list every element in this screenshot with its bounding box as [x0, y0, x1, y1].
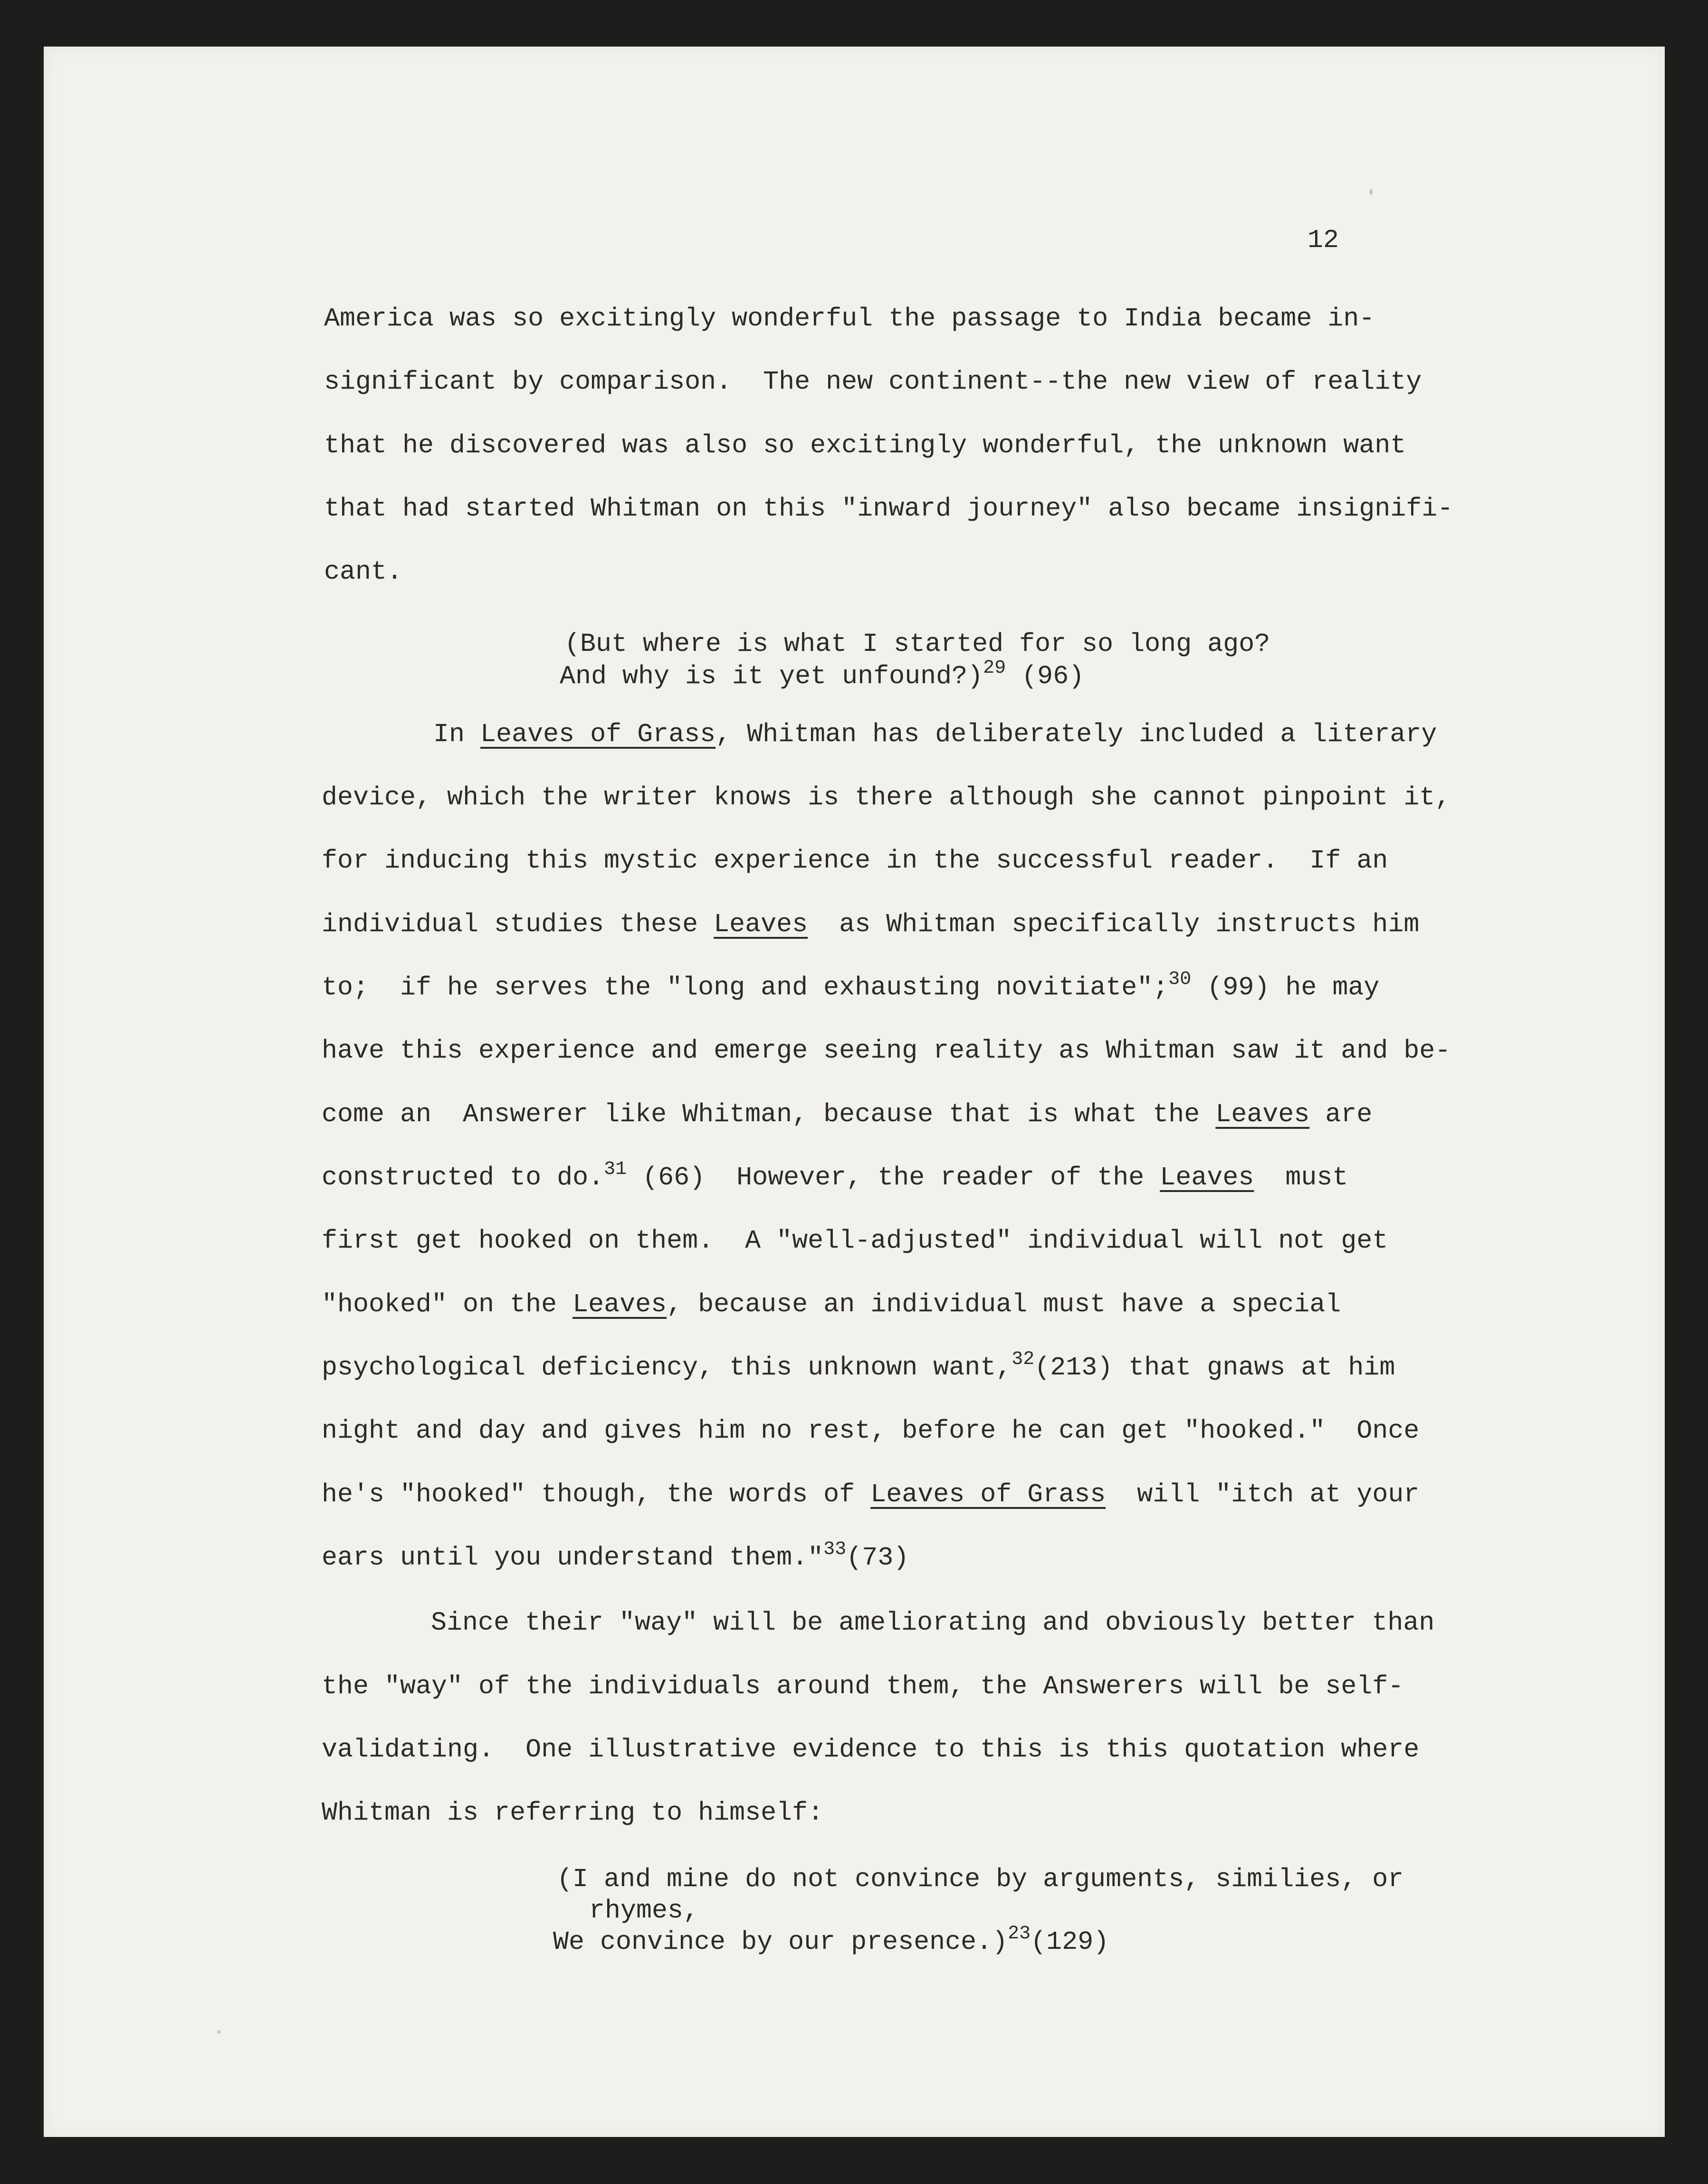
text-line: first get hooked on them. A "well-adjusted" individual will not get — [322, 1226, 1388, 1256]
text-span: will "itch at your — [1106, 1479, 1420, 1509]
text-line: the "way" of the individuals around them, the Answerers will be self- — [322, 1671, 1404, 1701]
text-line: Whitman is referring to himself: — [322, 1798, 824, 1828]
book-title: Leaves — [1160, 1163, 1254, 1192]
text-span: must — [1254, 1163, 1348, 1192]
text-line — [433, 721, 1437, 747]
text-span: (73) — [846, 1543, 909, 1573]
text-span: (213) that gnaws at him — [1034, 1353, 1395, 1383]
quote-line — [560, 658, 1085, 691]
text-span: are — [1309, 1099, 1373, 1129]
quote-text: And why is it yet unfound?) — [560, 661, 983, 691]
footnote-marker: 32 — [1011, 1349, 1035, 1370]
citation: (129) — [1031, 1927, 1109, 1957]
paper-speck — [217, 2030, 221, 2034]
book-title: Leaves — [573, 1289, 667, 1319]
footnote-marker: 33 — [823, 1539, 847, 1560]
text-line — [322, 1539, 909, 1573]
text-line: night and day and gives him no rest, before he can get "hooked." Once — [322, 1416, 1420, 1446]
text-span: come an Answerer like Whitman, because that is what the — [322, 1099, 1216, 1129]
text-span: (99) he may — [1191, 973, 1380, 1002]
text-line: that he discovered was also so excitingly wonderful, the unknown want — [324, 430, 1406, 460]
page-number: 12 — [1307, 225, 1339, 255]
quote-line — [553, 1923, 1109, 1957]
footnote-marker: 23 — [1008, 1923, 1031, 1945]
text-span: , Whitman has deliberately included a literary — [716, 719, 1437, 749]
document-page — [44, 47, 1665, 2137]
quote-line: (But where is what I started for so long ago? — [564, 629, 1270, 659]
quote-text: We convince by our presence.) — [553, 1927, 1008, 1957]
book-title: Leaves of Grass — [480, 719, 716, 749]
text-line: Since their "way" will be ameliorating and obviously better than — [431, 1608, 1435, 1638]
footnote-marker: 30 — [1168, 969, 1192, 990]
text-line: that had started Whitman on this "inward journey" also became insignifi- — [324, 494, 1453, 524]
book-title: Leaves of Grass — [870, 1479, 1106, 1509]
paper-speck — [1369, 189, 1373, 195]
text-span: individual studies these — [322, 909, 714, 939]
book-title: Leaves — [714, 909, 808, 939]
quote-line: rhymes, — [589, 1896, 699, 1926]
text-span: , because an individual must have a special — [667, 1289, 1341, 1319]
text-line — [322, 1101, 1372, 1127]
text-span: he's "hooked" though, the words of — [322, 1479, 871, 1509]
text-line: device, which the writer knows is there although she cannot pinpoint it, — [322, 782, 1451, 812]
text-span: ears until you understand them." — [322, 1543, 824, 1573]
text-line — [322, 969, 1380, 1002]
text-line — [322, 1481, 1419, 1507]
book-title: Leaves — [1215, 1099, 1310, 1129]
text-line: America was so excitingly wonderful the passage to India became in- — [324, 304, 1375, 334]
text-line: for inducing this mystic experience in the successful reader. If an — [322, 846, 1388, 876]
text-span: to; if he serves the "long and exhausting novitiate"; — [322, 973, 1169, 1002]
text-line — [322, 1159, 1348, 1192]
text-line: significant by comparison. The new continent--the new view of reality — [324, 367, 1422, 397]
text-line: have this experience and emerge seeing reality as Whitman saw it and be- — [322, 1036, 1451, 1066]
text-span: psychological deficiency, this unknown want, — [322, 1353, 1012, 1383]
text-span: constructed to do. — [322, 1163, 604, 1192]
citation: (96) — [1006, 661, 1085, 691]
text-line — [322, 1291, 1341, 1317]
text-span: as Whitman specifically instructs him — [808, 909, 1420, 939]
text-span: In — [433, 719, 481, 749]
footnote-marker: 29 — [983, 658, 1006, 679]
text-line — [322, 1349, 1395, 1383]
text-line: cant. — [324, 557, 403, 587]
text-line — [322, 911, 1419, 937]
text-span: (66) However, the reader of the — [627, 1163, 1160, 1192]
text-span: "hooked" on the — [322, 1289, 573, 1319]
footnote-marker: 31 — [604, 1159, 627, 1180]
quote-line: (I and mine do not convince by arguments, similies, or — [557, 1864, 1404, 1894]
text-line: validating. One illustrative evidence to this is this quotation where — [322, 1735, 1420, 1764]
